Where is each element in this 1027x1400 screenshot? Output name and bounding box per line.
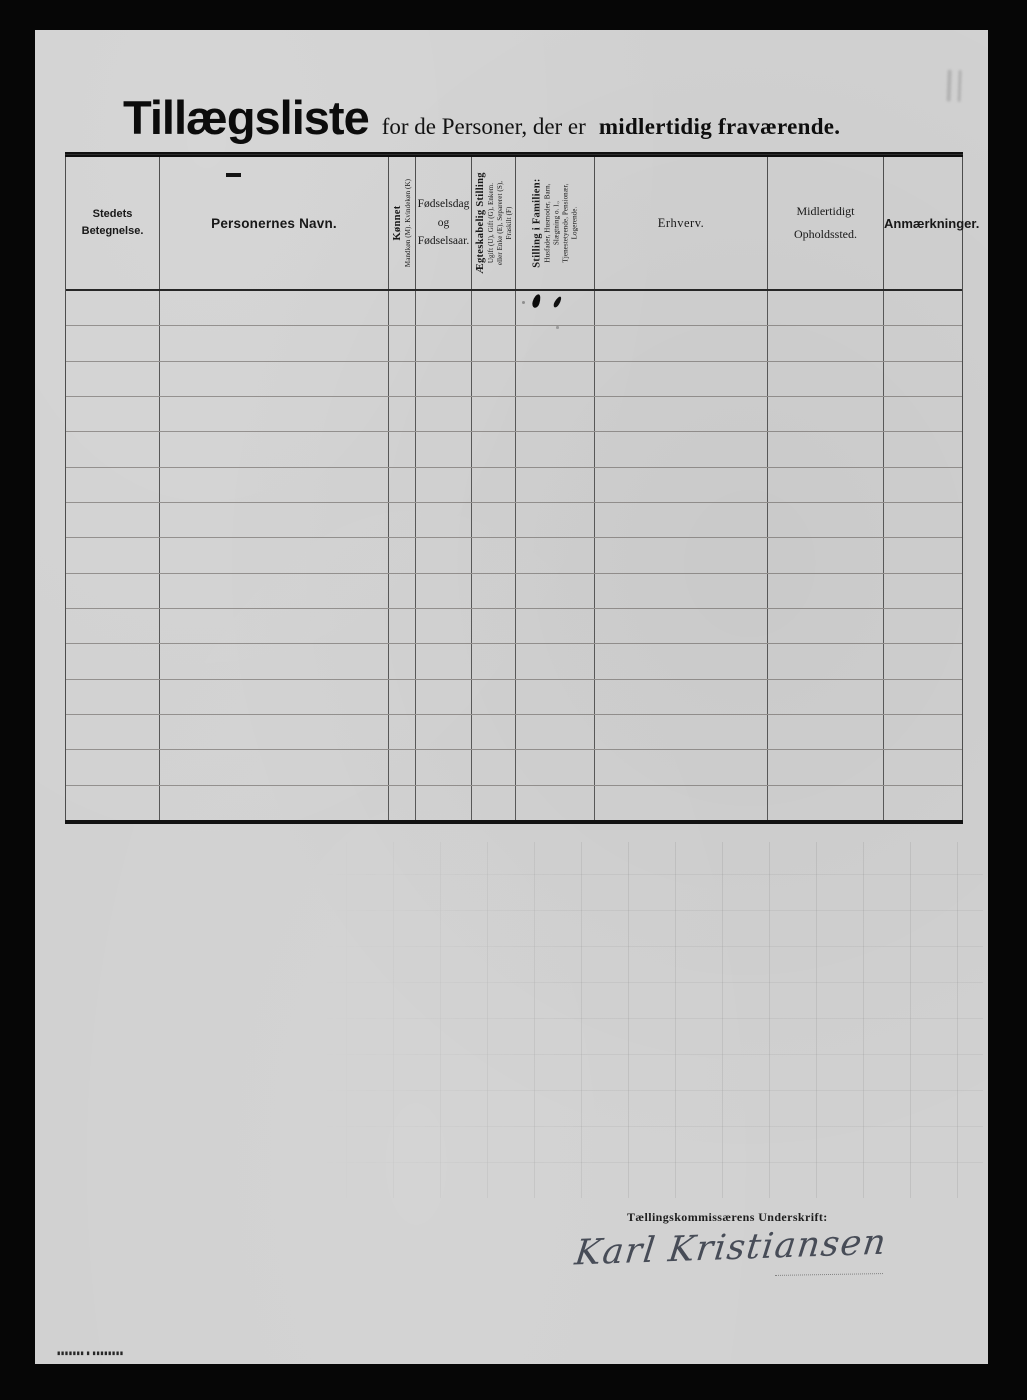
table-cell xyxy=(595,644,768,678)
table-cell xyxy=(516,432,595,466)
table-cell xyxy=(416,362,472,396)
table-cell xyxy=(389,538,416,572)
header-line: eller Enke (E), Separeret (S), xyxy=(495,180,504,266)
table-cell xyxy=(472,362,516,396)
table-cell xyxy=(472,680,516,714)
table-cell xyxy=(389,362,416,396)
ink-dot xyxy=(522,301,525,304)
table-cell xyxy=(416,715,472,749)
table-cell xyxy=(160,432,389,466)
table-row xyxy=(66,786,962,820)
table-cell xyxy=(595,786,768,820)
table-cell xyxy=(472,786,516,820)
table-cell xyxy=(472,538,516,572)
table-cell xyxy=(416,397,472,431)
table-row xyxy=(66,750,962,785)
table-cell xyxy=(66,362,160,396)
table-cell xyxy=(884,468,962,502)
table-cell xyxy=(160,750,389,784)
table-cell xyxy=(416,326,472,360)
table-row xyxy=(66,362,962,397)
table-cell xyxy=(884,362,962,396)
header-foedselsdag xyxy=(416,157,472,289)
table-cell xyxy=(516,326,595,360)
table-cell xyxy=(768,644,884,678)
rotated-header xyxy=(473,160,513,287)
header-line: Ægteskabelig Stilling xyxy=(474,172,486,274)
table-cell xyxy=(595,574,768,608)
table-cell xyxy=(472,397,516,431)
table-cell xyxy=(884,644,962,678)
table-cell xyxy=(160,538,389,572)
header-line: Kønnet xyxy=(391,205,403,241)
table-cell xyxy=(768,503,884,537)
table-cell xyxy=(595,609,768,643)
header-line: Betegnelse. xyxy=(81,225,144,237)
ink-dot xyxy=(556,326,559,329)
table-cell xyxy=(66,503,160,537)
table-cell xyxy=(595,326,768,360)
table-cell xyxy=(160,574,389,608)
table-cell xyxy=(66,538,160,572)
table-cell xyxy=(66,432,160,466)
dash-mark xyxy=(226,173,241,177)
table-cell xyxy=(768,538,884,572)
header-line: Personernes Navn. xyxy=(211,215,337,231)
header-line: Opholdssted. xyxy=(794,227,857,241)
table-cell xyxy=(389,432,416,466)
table-cell xyxy=(595,750,768,784)
table-cell xyxy=(595,397,768,431)
handwritten-signature: Karl Kristiansen xyxy=(572,1222,890,1274)
table-cell xyxy=(472,503,516,537)
table-cell xyxy=(389,644,416,678)
table-cell xyxy=(160,715,389,749)
table-cell xyxy=(66,291,160,325)
table-cell xyxy=(160,786,389,820)
table-row xyxy=(66,680,962,715)
table-cell xyxy=(595,468,768,502)
table-cell xyxy=(472,715,516,749)
table-cell xyxy=(66,574,160,608)
table-cell xyxy=(884,326,962,360)
table-cell xyxy=(389,291,416,325)
table-cell xyxy=(66,609,160,643)
census-table xyxy=(65,152,980,824)
header-line: Mandkøn (M). Kvindekøn (K) xyxy=(404,178,413,268)
table-cell xyxy=(516,503,595,537)
table-cell xyxy=(160,362,389,396)
table-cell xyxy=(472,750,516,784)
table-cell xyxy=(768,609,884,643)
table-cell xyxy=(389,609,416,643)
table-cell xyxy=(160,397,389,431)
table-cell xyxy=(416,644,472,678)
table-cell xyxy=(389,750,416,784)
table-cell xyxy=(595,362,768,396)
table-cell xyxy=(472,644,516,678)
header-line: Midlertidigt xyxy=(796,204,855,219)
table-row xyxy=(66,644,962,679)
table-cell xyxy=(66,468,160,502)
table-cell xyxy=(416,291,472,325)
header-line: Fødselsdag xyxy=(417,197,470,210)
table-cell xyxy=(516,468,595,502)
header-erhverv xyxy=(595,157,768,289)
table-cell xyxy=(768,786,884,820)
table-cell xyxy=(516,574,595,608)
table-cell xyxy=(595,680,768,714)
table-cell xyxy=(516,750,595,784)
table-cell xyxy=(389,786,416,820)
form-title-subtitle-bold: midlertidig fraværende. xyxy=(598,114,841,139)
table-cell xyxy=(472,291,516,325)
table-cell xyxy=(389,397,416,431)
table-cell xyxy=(884,786,962,820)
table-cell xyxy=(884,503,962,537)
table-row xyxy=(66,468,962,503)
table-cell xyxy=(884,715,962,749)
table-cell xyxy=(416,432,472,466)
header-line: og xyxy=(437,216,450,229)
table-cell xyxy=(516,291,595,325)
table-cell xyxy=(66,397,160,431)
table-cell xyxy=(472,574,516,608)
table-cell xyxy=(884,750,962,784)
table-cell xyxy=(472,468,516,502)
table-cell xyxy=(389,680,416,714)
header-line: Tjenestetyende, Pensionær, xyxy=(561,183,570,263)
signature-label: Tællingskommissærens Underskrift: xyxy=(627,1210,828,1224)
table-cell xyxy=(416,680,472,714)
table-row xyxy=(66,326,962,361)
form-title-main: Tillægsliste xyxy=(123,91,369,144)
table-cell xyxy=(416,468,472,502)
table-cell xyxy=(595,432,768,466)
table-cell xyxy=(768,680,884,714)
table-cell xyxy=(768,291,884,325)
table-cell xyxy=(768,397,884,431)
header-line: Ugift (U), Gift (G), Enkem. xyxy=(486,182,495,264)
table-cell xyxy=(416,786,472,820)
table-cell xyxy=(516,680,595,714)
table-cell xyxy=(595,291,768,325)
table-cell xyxy=(160,326,389,360)
table-cell xyxy=(160,644,389,678)
table-cell xyxy=(472,432,516,466)
header-line: Anmærkninger. xyxy=(884,215,980,231)
table-row xyxy=(66,609,962,644)
table-row xyxy=(66,432,962,467)
header-line: Fraskilt (F) xyxy=(504,206,513,240)
header-line: Stedets xyxy=(92,207,133,220)
table-header-row xyxy=(66,157,980,291)
table-cell xyxy=(472,326,516,360)
table-cell xyxy=(884,397,962,431)
table-cell xyxy=(516,609,595,643)
table-cell xyxy=(389,574,416,608)
table-cell xyxy=(66,750,160,784)
table-cell xyxy=(416,750,472,784)
table-cell xyxy=(516,397,595,431)
paper-sheet xyxy=(35,30,988,1364)
table-row xyxy=(66,715,962,750)
table-cell xyxy=(416,609,472,643)
header-line: Erhverv. xyxy=(657,215,705,230)
header-line: Stilling i Familien: xyxy=(531,178,543,268)
table-cell xyxy=(768,750,884,784)
form-title-subtitle: for de Personer, der er xyxy=(381,114,586,139)
table-cell xyxy=(516,715,595,749)
table-cell xyxy=(66,680,160,714)
table-cell xyxy=(884,609,962,643)
table-row xyxy=(66,574,962,609)
header-personernes-navn xyxy=(160,157,389,289)
table-cell xyxy=(768,574,884,608)
table-cell xyxy=(416,538,472,572)
header-anmaerkninger xyxy=(884,157,979,289)
table-cell xyxy=(768,326,884,360)
printer-imprint: ▮▮▮▮▮▮▮ ▮ ▮▮▮▮▮▮▮▮ xyxy=(57,1351,124,1357)
table-cell xyxy=(516,786,595,820)
table-cell xyxy=(516,538,595,572)
table-cell xyxy=(416,503,472,537)
table-row xyxy=(66,397,962,432)
header-stilling-i-familien xyxy=(516,157,595,289)
table-cell xyxy=(160,609,389,643)
form-title xyxy=(123,90,840,145)
table-cell xyxy=(389,715,416,749)
header-line: Fødselsaar. xyxy=(417,235,470,248)
bleed-through-grid xyxy=(65,842,983,1198)
rotated-header xyxy=(391,160,413,287)
table-cell xyxy=(389,326,416,360)
table-cell xyxy=(160,680,389,714)
header-aegteskabelig-stilling xyxy=(472,157,516,289)
table-cell xyxy=(768,715,884,749)
table-grid xyxy=(65,157,980,820)
table-cell xyxy=(66,644,160,678)
table-cell xyxy=(472,609,516,643)
table-cell xyxy=(884,680,962,714)
table-cell xyxy=(768,432,884,466)
table-cell xyxy=(884,538,962,572)
table-cell xyxy=(516,644,595,678)
table-cell xyxy=(595,538,768,572)
table-cell xyxy=(160,291,389,325)
table-cell xyxy=(595,715,768,749)
table-cell xyxy=(160,468,389,502)
signature-underline xyxy=(775,1273,883,1276)
table-cell xyxy=(66,715,160,749)
header-line: Logerende. xyxy=(570,206,579,240)
table-cell xyxy=(884,432,962,466)
pencil-mark xyxy=(946,70,973,111)
table-cell xyxy=(768,362,884,396)
table-cell xyxy=(884,574,962,608)
table-cell xyxy=(160,503,389,537)
table-row xyxy=(66,503,962,538)
table-bottom-rule xyxy=(65,820,963,824)
table-cell xyxy=(416,574,472,608)
table-cell xyxy=(884,291,962,325)
table-body xyxy=(66,291,962,820)
table-cell xyxy=(389,503,416,537)
table-cell xyxy=(389,468,416,502)
table-cell xyxy=(768,468,884,502)
table-cell xyxy=(66,326,160,360)
header-line: Slægtning o. l., xyxy=(552,200,561,246)
table-cell xyxy=(516,362,595,396)
rotated-header xyxy=(530,160,580,287)
table-row xyxy=(66,538,962,573)
table-cell xyxy=(595,503,768,537)
header-koennet xyxy=(389,157,416,289)
table-cell xyxy=(66,786,160,820)
header-midlertidigt-opholdssted xyxy=(768,157,884,289)
header-line: Husfader, Husmoder, Barn, xyxy=(543,183,552,263)
table-row xyxy=(66,291,962,326)
header-stedets-betegnelse xyxy=(66,157,160,289)
